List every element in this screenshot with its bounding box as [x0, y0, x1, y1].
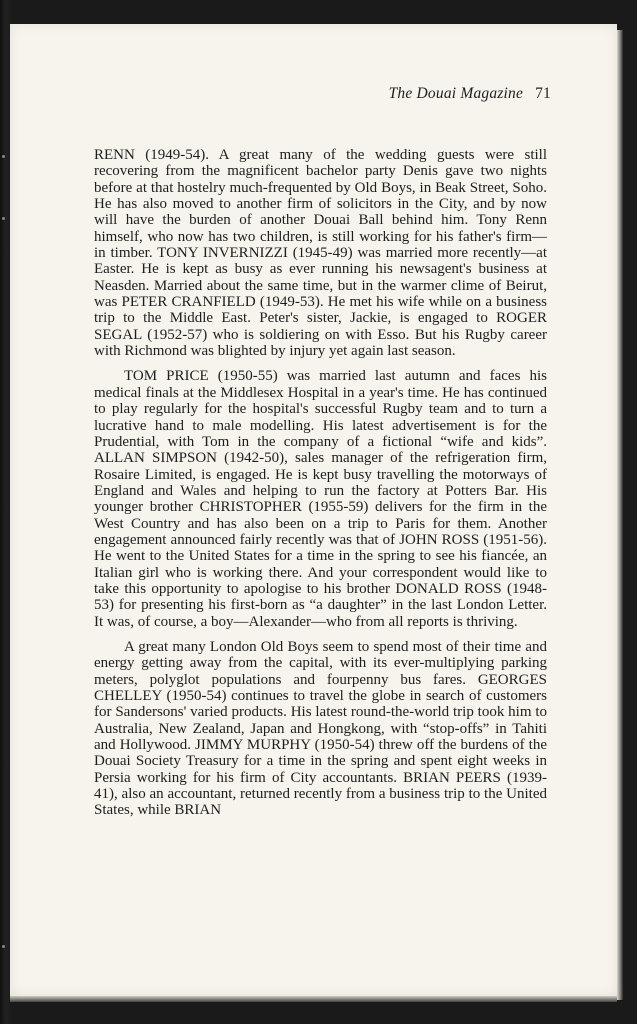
margin-mark	[2, 217, 5, 220]
journal-title: The Douai Magazine	[388, 85, 524, 102]
margin-mark	[2, 945, 5, 948]
paragraph-3: A great many London Old Boys seem to spend most of their time and energy getting away from the capital, with its ever-multiplying parking meters, polyglot populations and fourpenny bus fares. GEORGES CHELLEY (1950-54) continues to travel the globe in search of customers for Sandersons' varied products. His latest round-the-world trip took him to Australia, New Zealand, Japan and Hongkong, with “stop-offs” in Tahiti and Hollywood. JIMMY MURPHY (1950-54) threw off the burdens of the Douai Society Treasury for a time in the spring and spent eight weeks in Persia working for his firm of City accountants. BRIAN PEERS (1939-41), also an accountant, returned recently from a business trip to the United States, while BRIAN	[94, 638, 547, 819]
running-head	[389, 85, 551, 103]
article-body	[94, 147, 547, 819]
page-edge	[617, 30, 623, 1000]
page-number: 71	[535, 85, 551, 102]
page-bottom-edge	[10, 996, 617, 1002]
margin-mark	[2, 155, 5, 158]
paragraph-1: RENN (1949-54). A great many of the wedding guests were still recovering from the magnificent bachelor party Denis gave two nights before at that hostelry much-frequented by Old Boys, in Beak Street, Soho. He has also moved to another firm of solicitors in the City, and by now will have the burden of another Douai Ball behind him. Tony Renn himself, who now has two children, is still working for his father's firm—in timber. TONY INVERNIZZI (1945-49) was married more recently—at Easter. He is kept as busy as ever running his newsagent's business at Neasden. Married about the same time, but in the warmer clime of Beirut, was PETER CRANFIELD (1949-53). He met his wife while on a business trip to the Middle East. Peter's sister, Jackie, is engaged to ROGER SEGAL (1952-57) who is soldiering on with Esso. But his Rugby career with Richmond was blighted by injury yet again last season.	[94, 147, 547, 360]
paragraph-2: TOM PRICE (1950-55) was married last autumn and faces his medical finals at the Middlesex Hospital in a year's time. He has continued to play regularly for the hospital's successful Rugby team and to turn a lucrative hand to male modelling. His latest advertisement is for the Prudential, with Tom in the company of a fictional “wife and kids”. ALLAN SIMPSON (1942-50), sales manager of the refrigeration firm, Rosaire Limited, is engaged. He is kept busy travelling the motorways of England and Wales and helping to run the factory at Potters Bar. His younger brother CHRISTOPHER (1955-59) delivers for the firm in the West Country and has also been on a trip to Paris for them. Another engagement announced fairly recently was that of JOHN ROSS (1951-56). He went to the United States for a time in the spring to see his fiancée, an Italian girl who is working there. And your correspondent would like to take this opportunity to apologise to his brother DONALD ROSS (1948-53) for presenting his first-born as “a daughter” in the last London Letter. It was, of course, a boy—Alexander—who from all reports is thriving.	[94, 368, 547, 630]
